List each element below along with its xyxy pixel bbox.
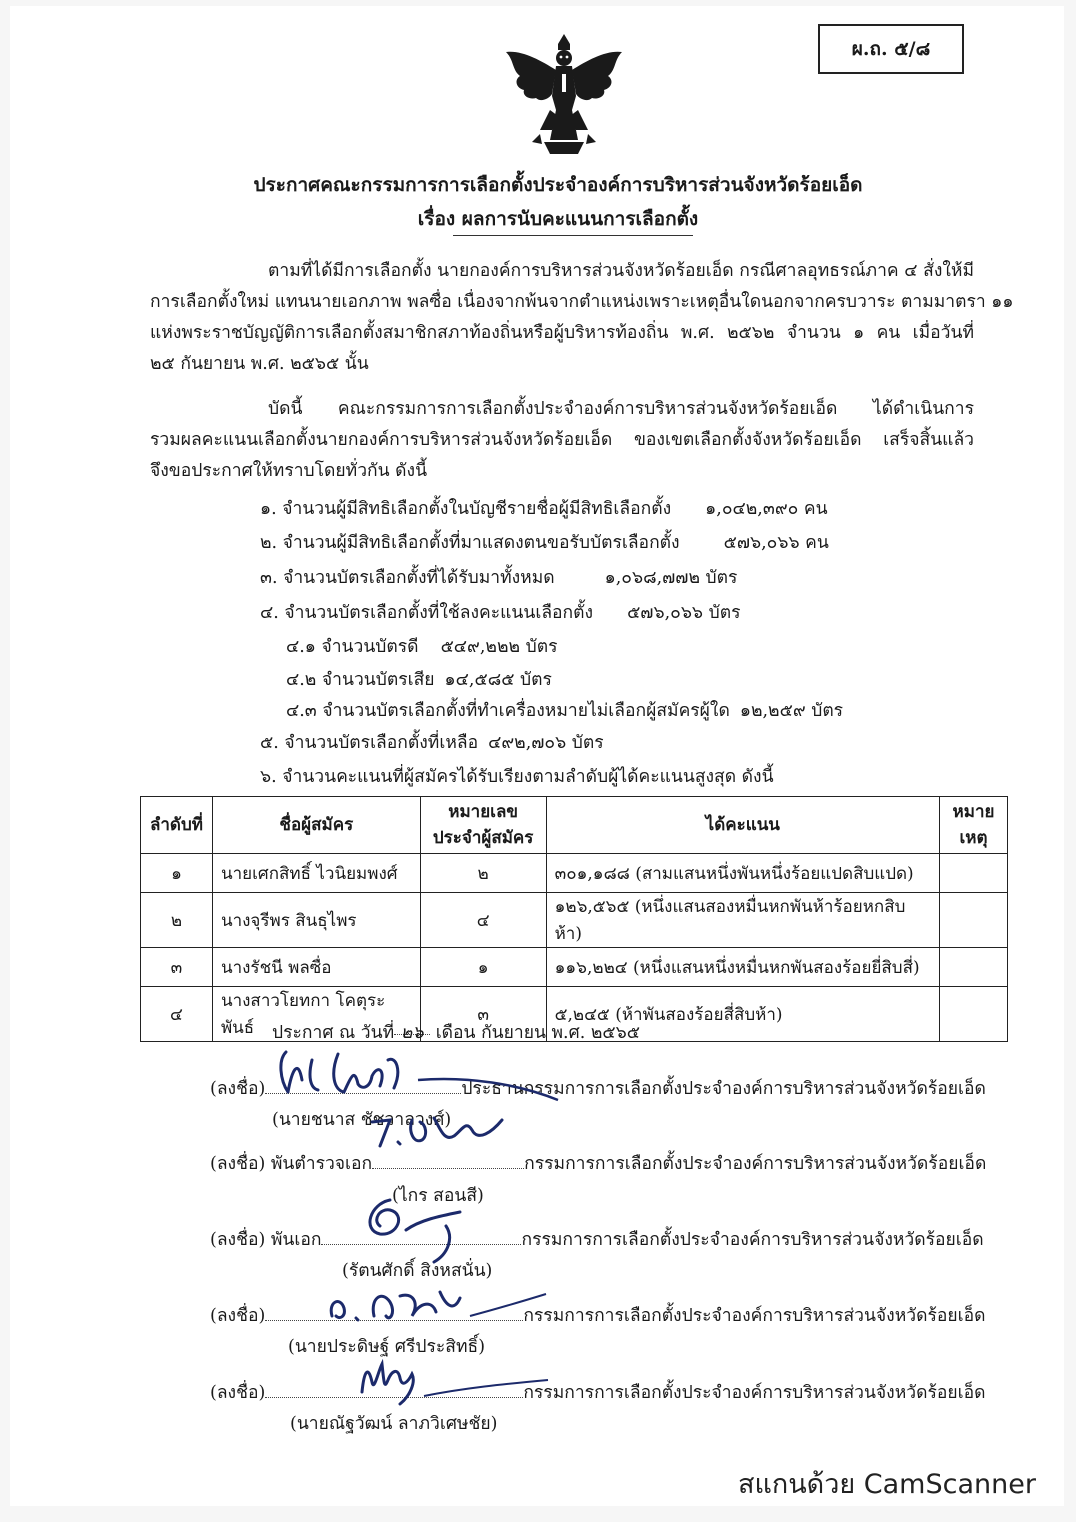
form-code-box xyxy=(818,24,964,74)
summary-subitem: ๔.๑ จำนวนบัตรดี ๕๔๙,๒๒๒ บัตร xyxy=(286,637,558,657)
announcement-subject: เรื่อง ผลการนับคะแนนการเลือกตั้ง xyxy=(417,208,699,230)
summary-item: ๑. จำนวนผู้มีสิทธิเลือกตั้งในบัญชีรายชื่อผู้มีสิทธิเลือกตั้ง ๑,๐๔๒,๓๙๐ คน xyxy=(260,499,828,519)
signature-line-member: (ลงชื่อ) กรรมการการเลือกตั้งประจำองค์การบริหารส่วนจังหวัดร้อยเอ็ด xyxy=(210,1383,986,1403)
col-header-remark: หมาย เหตุ xyxy=(939,797,1007,854)
table-row xyxy=(141,893,1008,948)
cell-rank: ๑ xyxy=(141,854,213,893)
handwritten-signature-2 xyxy=(362,1102,522,1158)
results-table xyxy=(140,796,1008,1042)
cell-votes: ๑๒๖,๕๖๕ (หนึ่งแสนสองหมื่นหกพันห้าร้อยหกสิบห้า) xyxy=(546,893,939,948)
summary-item: ๔. จำนวนบัตรเลือกตั้งที่ใช้ลงคะแนนเลือกตั้ง ๕๗๖,๐๖๖ บัตร xyxy=(260,603,741,623)
signature-line-member: (ลงชื่อ) พันตำรวจเอก กรรมการการเลือกตั้งประจำองค์การบริหารส่วนจังหวัดร้อยเอ็ด xyxy=(210,1154,987,1174)
summary-item: ๒. จำนวนผู้มีสิทธิเลือกตั้งที่มาแสดงตนขอรับบัตรเลือกตั้ง ๕๗๖,๐๖๖ คน xyxy=(260,533,829,553)
cell-votes: ๕,๒๔๕ (ห้าพันสองร้อยสี่สิบห้า) xyxy=(546,987,939,1042)
table-row xyxy=(141,854,1008,893)
paragraph-line: ตามที่ได้มีการเลือกตั้ง นายกองค์การบริหารส่วนจังหวัดร้อยเอ็ด กรณีศาลอุทธรณ์ภาค ๔ สั่งให้มี xyxy=(268,261,974,281)
cell-rank: ๒ xyxy=(141,893,213,948)
summary-item: ๖. จำนวนคะแนนที่ผู้สมัครได้รับเรียงตามลำดับผู้ได้คะแนนสูงสุด ดังนี้ xyxy=(260,767,774,787)
table-header-row xyxy=(141,797,1008,854)
garuda-emblem-icon xyxy=(500,30,628,158)
handwritten-signature-5 xyxy=(354,1352,554,1412)
cell-remark xyxy=(939,854,1007,893)
cell-rank: ๓ xyxy=(141,948,213,987)
announce-day: ๒๖ xyxy=(394,1018,430,1035)
paragraph-line: รวมผลคะแนนเลือกตั้งนายกองค์การบริหารส่วนจังหวัดร้อยเอ็ด ของเขตเลือกตั้งจังหวัดร้อยเอ็ด เสร็จสิ้นแล้ว xyxy=(150,430,974,450)
signer-name: (รัตนศักดิ์ สิงหสนั่น) xyxy=(342,1261,493,1281)
cell-votes: ๑๑๖,๒๒๔ (หนึ่งแสนหนึ่งหมื่นหกพันสองร้อยยี่สิบสี่) xyxy=(546,948,939,987)
form-code: ผ.ถ. ๕/๘ xyxy=(851,38,931,60)
summary-item: ๕. จำนวนบัตรเลือกตั้งที่เหลือ ๔๙๒,๗๐๖ บัตร xyxy=(260,733,604,753)
cell-votes: ๓๐๑,๑๘๘ (สามแสนหนึ่งพันหนึ่งร้อยแปดสิบแปด) xyxy=(546,854,939,893)
summary-item: ๓. จำนวนบัตรเลือกตั้งที่ได้รับมาทั้งหมด ๑,๐๖๘,๗๗๒ บัตร xyxy=(260,568,738,588)
cell-name: นางรัชนี พลซื่อ xyxy=(212,948,420,987)
paragraph-line: การเลือกตั้งใหม่ แทนนายเอกภาพ พลซื่อ เนื่องจากพ้นจากตำแหน่งเพราะเหตุอื่นใดนอกจากครบวาระ ตามมาตรา ๑๑ xyxy=(150,292,1014,312)
title-underline xyxy=(453,235,693,236)
signature-line-member: (ลงชื่อ) กรรมการการเลือกตั้งประจำองค์การบริหารส่วนจังหวัดร้อยเอ็ด xyxy=(210,1306,986,1326)
announcement-title: ประกาศคณะกรรมการการเลือกตั้งประจำองค์การบริหารส่วนจังหวัดร้อยเอ็ด xyxy=(253,174,863,196)
announce-date-line: ประกาศ ณ วันที่ ๒๖ เดือน กันยายน พ.ศ. ๒๕๖๕ xyxy=(272,1018,640,1046)
cell-remark xyxy=(939,893,1007,948)
summary-subitem: ๔.๓ จำนวนบัตรเลือกตั้งที่ทำเครื่องหมายไม่เลือกผู้สมัครผู้ใด ๑๒,๒๕๙ บัตร xyxy=(286,701,844,721)
paragraph-line: บัดนี้ คณะกรรมการการเลือกตั้งประจำองค์การบริหารส่วนจังหวัดร้อยเอ็ด ได้ดำเนินการ xyxy=(268,399,974,419)
cell-name: นางสาวโยทกา โคตุระพันธ์ xyxy=(212,987,420,1042)
col-header-rank: ลำดับที่ xyxy=(141,797,213,854)
paragraph-intro xyxy=(150,256,1014,380)
cell-number: ๓ xyxy=(420,987,546,1042)
signer-name: (นายประดิษฐ์ ศรีประสิทธิ์) xyxy=(288,1337,486,1357)
camscanner-watermark: สแกนด้วย CamScanner xyxy=(738,1469,1036,1500)
signer-name: (ไกร สอนสี) xyxy=(392,1186,484,1206)
document-page xyxy=(10,6,1064,1506)
paragraph-line: แห่งพระราชบัญญัติการเลือกตั้งสมาชิกสภาท้องถิ่นหรือผู้บริหารท้องถิ่น พ.ศ. ๒๕๖๒ จำนวน ๑ คน เมื่อวันที่ xyxy=(150,323,974,343)
cell-number: ๒ xyxy=(420,854,546,893)
paragraph-result xyxy=(150,394,974,487)
cell-name: นางจุรีพร สินธุไพร xyxy=(212,893,420,948)
cell-remark xyxy=(939,987,1007,1042)
handwritten-signature-3 xyxy=(350,1190,500,1270)
signer-name: (นายณัฐวัฒน์ ลาภวิเศษชัย) xyxy=(290,1414,498,1434)
table-row xyxy=(141,948,1008,987)
cell-number: ๔ xyxy=(420,893,546,948)
paragraph-line: จึงขอประกาศให้ทราบโดยทั่วกัน ดังนี้ xyxy=(150,461,428,481)
col-header-number: หมายเลข ประจำผู้สมัคร xyxy=(420,797,546,854)
handwritten-signature-1 xyxy=(268,1040,568,1110)
signer-name: (นายชนาส ชัชวาลวงศ์) xyxy=(272,1110,452,1130)
col-header-name: ชื่อผู้สมัคร xyxy=(212,797,420,854)
cell-rank: ๔ xyxy=(141,987,213,1042)
signature-line-member: (ลงชื่อ) พันเอก กรรมการการเลือกตั้งประจำองค์การบริหารส่วนจังหวัดร้อยเอ็ด xyxy=(210,1230,984,1250)
handwritten-signature-4 xyxy=(320,1272,550,1332)
cell-number: ๑ xyxy=(420,948,546,987)
col-header-votes: ได้คะแนน xyxy=(546,797,939,854)
signature-line-chairman: (ลงชื่อ) ประธานกรรมการการเลือกตั้งประจำองค์การบริหารส่วนจังหวัดร้อยเอ็ด xyxy=(210,1079,986,1099)
summary-subitem: ๔.๒ จำนวนบัตรเสีย ๑๔,๕๘๕ บัตร xyxy=(286,670,552,690)
paragraph-line: ๒๕ กันยายน พ.ศ. ๒๕๖๕ นั้น xyxy=(150,354,369,374)
cell-remark xyxy=(939,948,1007,987)
cell-name: นายเศกสิทธิ์ ไวนิยมพงศ์ xyxy=(212,854,420,893)
